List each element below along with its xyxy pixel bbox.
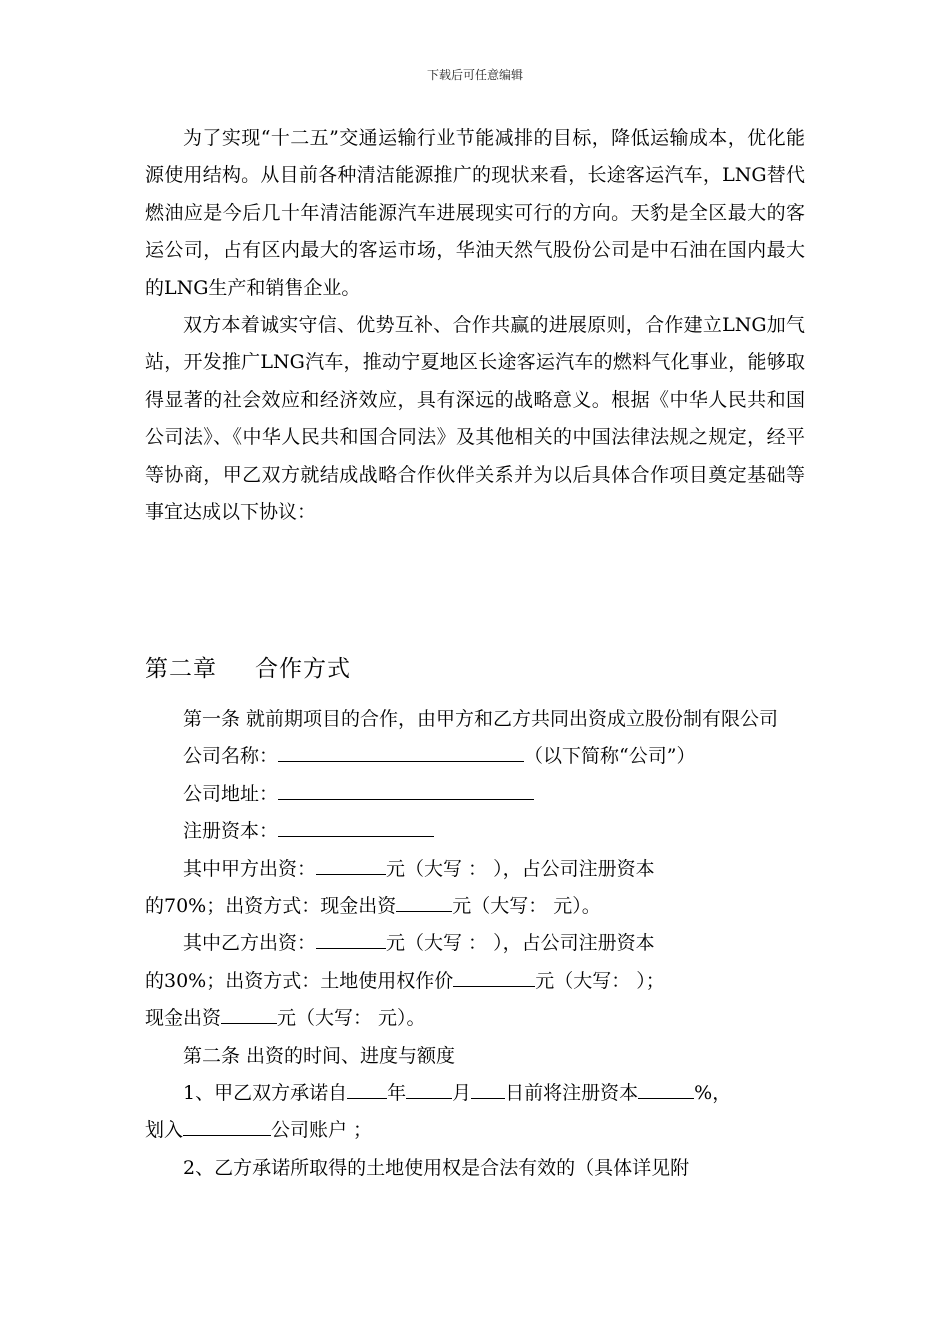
article-1-section (145, 701, 805, 1187)
year-blank (347, 1076, 387, 1099)
month-blank (406, 1076, 452, 1099)
item1-account-text: 公司账户 ； (271, 1119, 373, 1142)
party-b-cash-blank (221, 1001, 277, 1024)
party-a-contribution-line (145, 851, 805, 888)
article-2-item-1-line (145, 1075, 805, 1112)
article-2-title: 第二条 出资的时间、进度与额度 (183, 1044, 456, 1067)
party-b-contribution-line (145, 925, 805, 962)
company-name-blank (278, 739, 524, 762)
article-2-item-2: 2、乙方承诺所取得的土地使用权是合法有效的（具体详见附 (183, 1156, 690, 1179)
item1-text-d: 日前将注册资本 (505, 1082, 639, 1105)
article-2-item-1-cont (145, 1112, 805, 1149)
company-address-label: 公司地址： (183, 782, 279, 805)
percent-blank (638, 1076, 694, 1099)
day-blank (471, 1076, 505, 1099)
chapter-title: 合作方式 (255, 656, 351, 682)
company-name-suffix: （以下简称“公司”） (524, 745, 696, 768)
party-b-amount-text: 元（大写 ： ），占公司注册资本 (386, 932, 655, 955)
chapter-heading (145, 650, 351, 683)
party-a-label: 其中甲方出资： (183, 857, 317, 880)
intro-paragraph-1: 为了实现“十二五”交通运输行业节能减排的目标，降低运输成本，优化能源使用结构。从目前各种清洁能源推广的现状来看，长途客运汽车，LNG替代燃油应是今后几十年清洁能源汽车进展现实可行的方向。天豹是全区最大的客运公司，占有区内最大的客运市场，华油天然气股份公司是中石油在国内最大的LNG生产和销售企业。 (145, 127, 805, 299)
item1-text-a: 1、甲乙双方承诺自 (183, 1082, 348, 1105)
intro-section (145, 120, 805, 531)
company-name-line (145, 738, 805, 775)
party-b-amount-blank (316, 926, 386, 949)
party-a-cash-text: 元（大写： 元）。 (452, 895, 601, 918)
page-header: 下载后可任意编辑 (426, 68, 523, 82)
party-b-cash-text: 元（大写： 元）。 (277, 1007, 426, 1030)
party-b-land-blank (453, 964, 535, 987)
chapter-number: 第二章 (145, 656, 217, 682)
item1-percent-label: %， (694, 1082, 732, 1105)
party-a-cash-blank (396, 889, 452, 912)
company-address-line (145, 776, 805, 813)
transfer-blank (183, 1113, 271, 1136)
party-a-method-line (145, 888, 805, 925)
party-b-cash-line (145, 1000, 805, 1037)
party-b-land-text: 元（大写： ）； (535, 969, 665, 992)
registered-capital-line (145, 813, 805, 850)
party-b-cash-label: 现金出资 (145, 1007, 222, 1030)
party-b-method-line (145, 963, 805, 1000)
company-name-label: 公司名称： (183, 745, 279, 768)
party-b-method-text: 的30%；出资方式：土地使用权作价 (145, 969, 454, 992)
registered-capital-label: 注册资本： (183, 820, 279, 843)
party-a-amount-blank (316, 852, 386, 875)
item1-month-label: 月 (452, 1082, 472, 1105)
registered-capital-blank (278, 814, 434, 837)
party-b-label: 其中乙方出资： (183, 932, 317, 955)
article-1-text: 第一条 就前期项目的合作，由甲方和乙方共同出资成立股份制有限公司 (183, 708, 779, 730)
item1-year-label: 年 (387, 1082, 407, 1105)
intro-paragraph-2: 双方本着诚实守信、优势互补、合作共赢的进展原则，合作建立LNG加气站，开发推广LNG汽车，推动宁夏地区长途客运汽车的燃料气化事业，能够取得显著的社会效应和经济效应，具有深远的战略意义。根据《中华人民共和国公司法》、《中华人民共和国合同法》及其他相关的中国法律法规之规定，经平等协商，甲乙双方就结成战略合作伙伴关系并为以后具体合作项目奠定基础等事宜达成以下协议： (145, 314, 805, 524)
party-a-amount-text: 元（大写 ： ），占公司注册资本 (386, 857, 655, 880)
item1-transfer-label: 划入 (145, 1119, 184, 1142)
company-address-blank (278, 777, 534, 800)
party-a-method-text: 的70%；出资方式：现金出资 (145, 895, 397, 918)
